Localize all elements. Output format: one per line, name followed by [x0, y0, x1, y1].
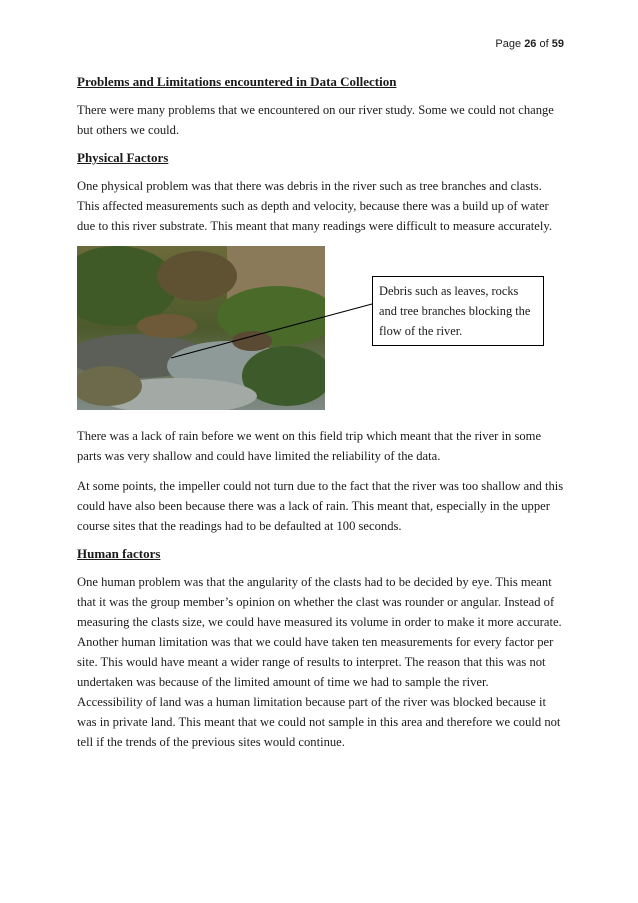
human-factors-paragraph-1: One human problem was that the angularity of the clasts had to be decided by eye. This meant that it was the group member’s opinion on whether the clast was rounder or angular. Instead of measuring the clasts size, we could have measured its volume in order to make it more accurate.	[77, 575, 562, 629]
page-content	[77, 74, 565, 752]
page-current: 26	[524, 38, 537, 50]
impeller-paragraph: At some points, the impeller could not turn due to the fact that the river was too shallow and this could have also been because there was a lack of rain. This meant that, especially in the upper course sites that the readings had to be defaulted at 100 seconds.	[77, 479, 564, 533]
intro-heading: Problems and Limitations encountered in Data Collection	[77, 74, 397, 89]
rain-paragraph: There was a lack of rain before we went on this field trip which meant that the river in some parts was very shallow and could have limited the reliability of the data.	[77, 429, 542, 463]
intro-paragraph: There were many problems that we encountered on our river study. Some we could not change but others we could.	[77, 103, 554, 137]
human-factors-paragraph-3: Accessibility of land was a human limitation because part of the river was blocked because it was in private land. This meant that we could not sample in this area and therefore we could not tell if the trends of the previous sites would continue.	[77, 695, 561, 749]
page-number: Page 26 of 59	[495, 38, 564, 50]
human-factors-heading: Human factors	[77, 546, 161, 561]
physical-factors-paragraph: One physical problem was that there was debris in the river such as tree branches and clasts. This affected measurements such as depth and velocity, because there was a build up of water due to this river substrate. This meant that many readings were difficult to measure accurately.	[77, 179, 553, 233]
river-debris-photo	[77, 246, 325, 410]
page-total: 59	[551, 38, 564, 50]
physical-factors-heading: Physical Factors	[77, 150, 169, 165]
human-factors-paragraph-2: Another human limitation was that we could have taken ten measurements for every factor per site. This would have meant a wider range of results to interpret. The reason that this was not undertaken was because of the limited amount of time we had to sample the river.	[77, 635, 554, 689]
river-debris-figure	[77, 246, 565, 414]
figure-callout: Debris such as leaves, rocks and tree branches blocking the flow of the river.	[372, 276, 544, 346]
